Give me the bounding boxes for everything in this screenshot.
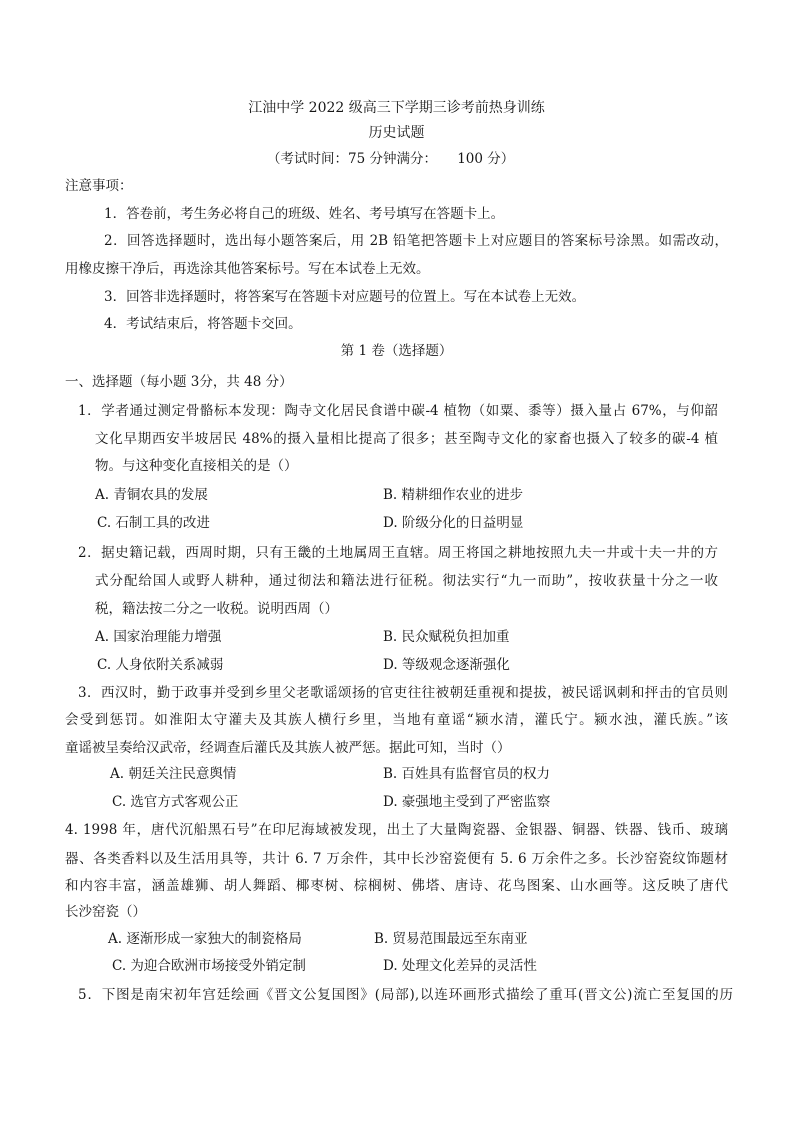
exam-title: 江油中学 2022 级高三下学期三诊考前热身训练 bbox=[248, 100, 545, 116]
question-2-line-1: 2．据史籍记载，西周时期，只有王畿的土地属周王直辖。周王将国之耕地按照九夫一井或十夫一井的方 bbox=[78, 545, 718, 561]
exam-info: （考试时间：75 分钟满分： 100 分） bbox=[267, 151, 515, 167]
section-heading: 一、选择题（每小题 3分，共 48 分） bbox=[65, 374, 293, 390]
volume-title: 第 1 卷（选择题） bbox=[340, 343, 453, 359]
question-4-option-b: B. 贸易范围最远至东南亚 bbox=[374, 931, 528, 947]
question-2-option-c: C. 人身依附关系减弱 bbox=[97, 657, 224, 673]
question-3-option-a: A. 朝廷关注民意舆情 bbox=[110, 766, 237, 782]
question-1-line-3: 物。与这种变化直接相关的是（） bbox=[95, 458, 298, 474]
question-4-line-4: 长沙窑瓷（） bbox=[65, 904, 146, 920]
question-4-option-d: D. 处理文化差异的灵活性 bbox=[383, 958, 537, 974]
note-item-2-line-2: 用橡皮擦干净后，再选涂其他答案标号。写在本试卷上无效。 bbox=[65, 261, 430, 277]
question-1-option-a: A. 青铜农具的发展 bbox=[95, 487, 208, 503]
question-2-option-b: B. 民众赋税负担加重 bbox=[383, 629, 510, 645]
question-1-option-c: C. 石制工具的改进 bbox=[97, 515, 210, 531]
question-3-option-b: B. 百姓具有监督官员的权力 bbox=[383, 766, 551, 782]
note-item-4: 4．考试结束后，将答题卡交回。 bbox=[104, 316, 302, 332]
question-1-line-2: 文化早期西安半坡居民 48%的摄入量相比提高了很多；甚至陶寺文化的家畜也摄入了较多的碳-4 植 bbox=[95, 431, 718, 447]
question-1-option-d: D. 阶级分化的日益明显 bbox=[383, 515, 524, 531]
question-4-line-3: 和内容丰富，涵盖雄狮、胡人舞蹈、椰枣树、棕榈树、佛塔、唐诗、花鸟图案、山水画等。这反映了唐代 bbox=[65, 878, 728, 894]
question-1-line-1: 1．学者通过测定骨骼标本发现：陶寺文化居民食谱中碳-4 植物（如粟、黍等）摄入量占 67%，与仰韶 bbox=[78, 403, 718, 419]
question-3-line-2: 会受到惩罚。如淮阳太守灌夫及其族人横行乡里，当地有童谣“颍水清，灌氏宁。颍水浊，灌氏族。”该 bbox=[65, 712, 728, 728]
question-4-option-a: A. 逐渐形成一家独大的制瓷格局 bbox=[108, 931, 302, 947]
question-3-line-1: 3．西汉时，勤于政事并受到乡里父老歌谣颂扬的官吏往往被朝廷重视和提拔，被民谣讽刺和抨击的官员则 bbox=[78, 685, 728, 701]
question-2-option-d: D. 等级观念逐渐强化 bbox=[383, 657, 510, 673]
question-4-line-1: 4. 1998 年，唐代沉船黑石号”在印尼海域被发现，出土了大量陶瓷器、金银器、铜器、铁器、钱币、玻璃 bbox=[65, 822, 728, 838]
note-item-2-line-1: 2．回答选择题时，选出每小题答案后，用 2B 铅笔把答题卡上对应题目的答案标号涂黑。如需改动， bbox=[104, 233, 728, 249]
question-2-option-a: A. 国家治理能力增强 bbox=[95, 629, 222, 645]
question-3-option-c: C. 选官方式客观公正 bbox=[112, 794, 239, 810]
question-3-option-d: D. 豪强地主受到了严密监察 bbox=[383, 794, 551, 810]
question-2-line-3: 税，籍法按二分之一收税。说明西周（） bbox=[95, 601, 338, 617]
question-3-line-3: 童谣被呈奏给汉武帝，经调查后灌氏及其族人被严惩。据此可知，当时（） bbox=[65, 740, 511, 756]
notes-heading: 注意事项： bbox=[65, 178, 133, 194]
question-1-option-b: B. 精耕细作农业的进步 bbox=[383, 487, 524, 503]
question-2-line-2: 式分配给国人或野人耕种，通过彻法和籍法进行征税。彻法实行“九一而助”，按收获量十分之一收 bbox=[95, 573, 718, 589]
question-5-line-1: 5．下图是南宋初年宫廷绘画《晋文公复国图》(局部),以连环画形式描绘了重耳(晋文公)流亡至复国的历 bbox=[78, 987, 733, 1003]
subject-title: 历史试题 bbox=[368, 125, 425, 141]
note-item-3: 3．回答非选择题时，将答案写在答题卡对应题号的位置上。写在本试卷上无效。 bbox=[104, 289, 586, 305]
question-4-line-2: 器、各类香料以及生活用具等，共计 6. 7 万余件，其中长沙窑瓷便有 5. 6 万余件之多。长沙窑瓷纹饰题材 bbox=[65, 851, 728, 867]
note-item-1: 1．答卷前，考生务必将自己的班级、姓名、考号填写在答题卡上。 bbox=[104, 206, 505, 222]
question-4-option-c: C. 为迎合欧洲市场接受外销定制 bbox=[112, 958, 306, 974]
